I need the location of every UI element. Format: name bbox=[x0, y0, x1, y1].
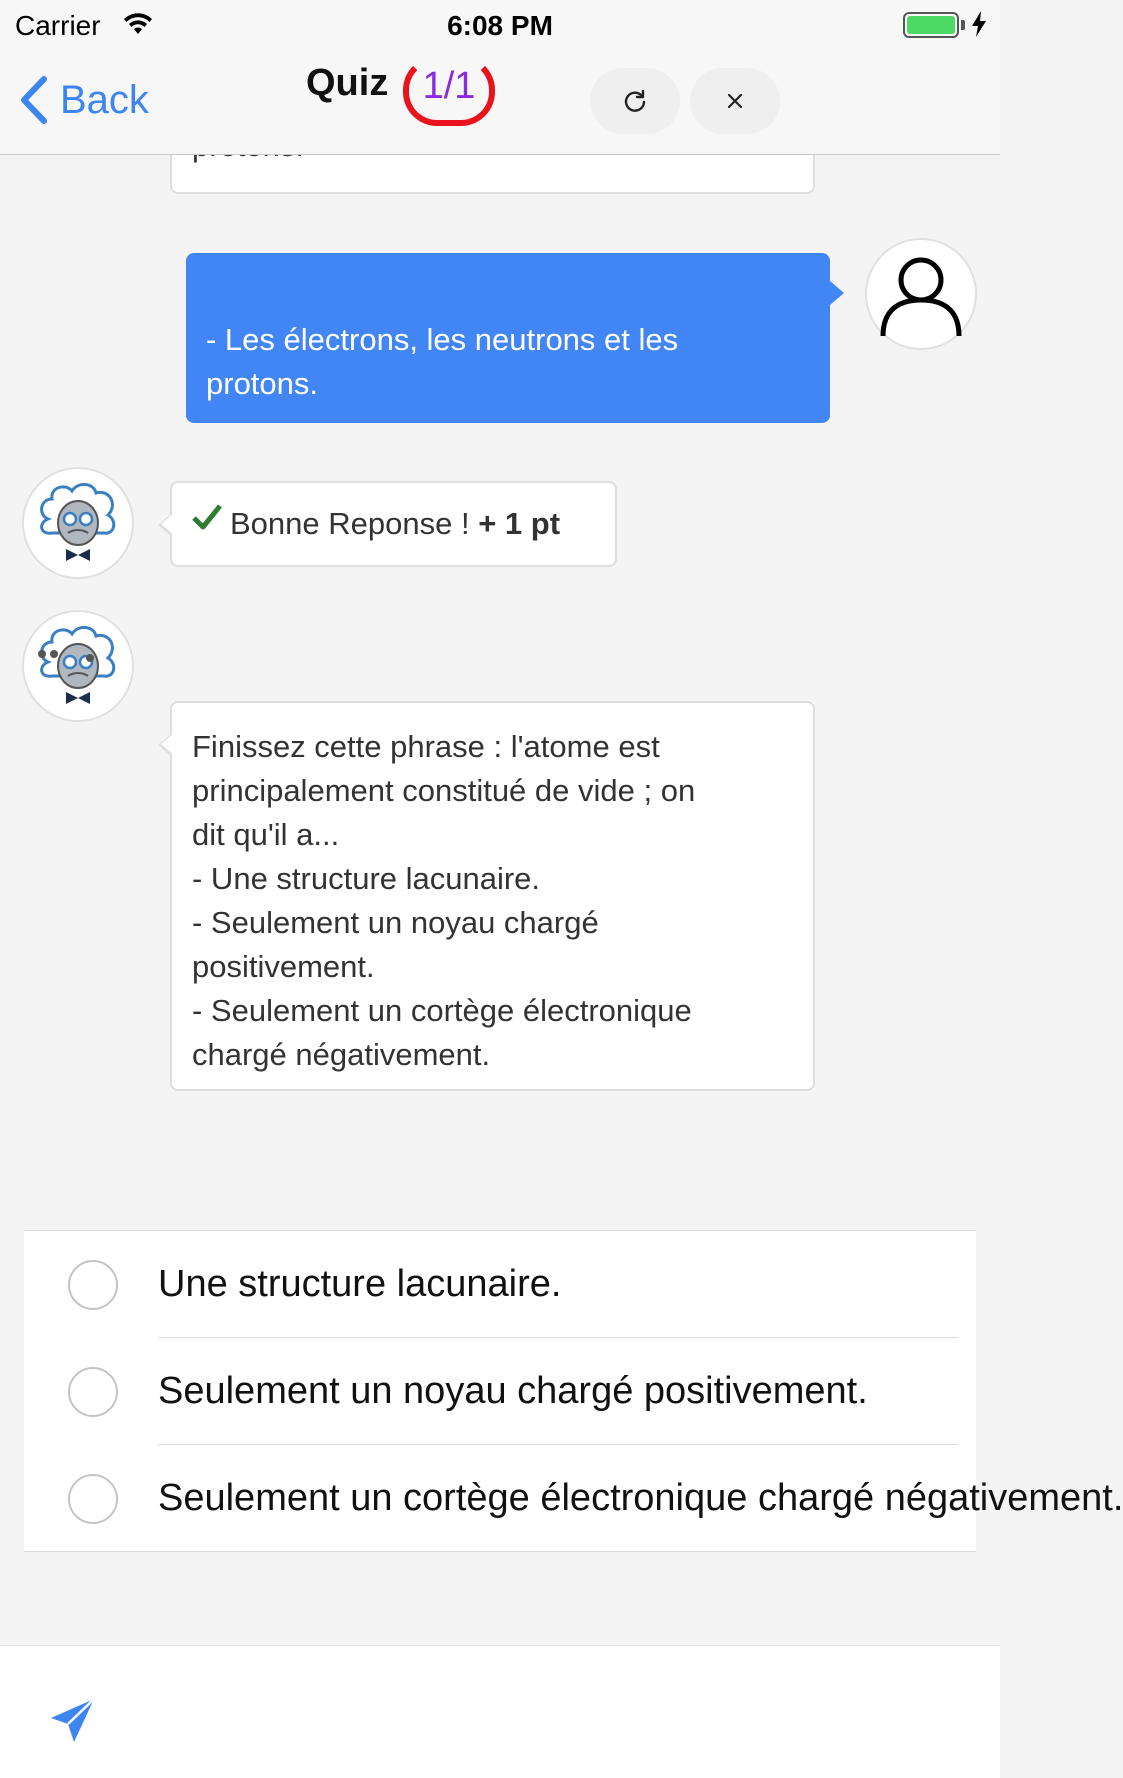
question-line: chargé négativement. bbox=[192, 1037, 491, 1072]
refresh-icon bbox=[622, 88, 648, 114]
battery-tip bbox=[961, 20, 965, 30]
question-line: - Seulement un noyau chargé bbox=[192, 905, 599, 940]
answer-option[interactable] bbox=[24, 1338, 976, 1445]
question-counter-badge bbox=[403, 56, 495, 126]
refresh-button[interactable] bbox=[590, 68, 680, 134]
navigation-bar-foreground bbox=[0, 50, 1000, 155]
page-title: Quiz bbox=[306, 62, 389, 104]
clock: 6:08 PM bbox=[447, 10, 553, 41]
question-line: - Une structure lacunaire. bbox=[192, 861, 541, 896]
answer-option[interactable] bbox=[24, 1231, 976, 1338]
question-counter: 1/1 bbox=[422, 64, 476, 107]
question-line: - Seulement un cortège électronique bbox=[192, 993, 692, 1028]
question-line: positivement. bbox=[192, 949, 375, 984]
send-icon[interactable] bbox=[48, 1696, 98, 1746]
feedback-points: + 1 pt bbox=[478, 506, 561, 541]
question-line: principalement constitué de vide ; on bbox=[192, 773, 696, 808]
scientist-icon bbox=[30, 618, 126, 714]
question-line: Finissez cette phrase : l'atome est bbox=[192, 729, 660, 764]
user-answer-line: - Les électrons, les neutrons et les bbox=[206, 322, 679, 357]
charging-bolt-icon bbox=[970, 10, 988, 38]
bot-avatar bbox=[22, 610, 134, 722]
back-button-overlay[interactable] bbox=[18, 72, 149, 128]
chevron-left-icon bbox=[18, 75, 50, 125]
user-icon bbox=[871, 244, 971, 344]
scientist-icon bbox=[30, 475, 126, 571]
radio-button[interactable] bbox=[68, 1474, 118, 1524]
feedback-bubble bbox=[170, 481, 617, 567]
question-bubble bbox=[170, 701, 815, 1091]
battery-icon bbox=[903, 12, 959, 38]
answer-option-label: Seulement un cortège électronique chargé négativement. bbox=[158, 1477, 1123, 1519]
carrier-label: Carrier bbox=[15, 10, 101, 41]
user-answer-bubble bbox=[186, 253, 830, 423]
question-line: dit qu'il a... bbox=[192, 817, 340, 852]
checkmark-icon bbox=[192, 504, 222, 530]
close-button[interactable] bbox=[690, 68, 780, 134]
back-label: Back bbox=[60, 77, 149, 122]
user-avatar bbox=[865, 238, 977, 350]
status-bar bbox=[0, 0, 1000, 50]
user-answer-line: protons. bbox=[206, 366, 319, 401]
feedback-text: Bonne Reponse ! bbox=[230, 506, 479, 541]
input-bar bbox=[0, 1645, 1000, 1778]
answer-option-label: Seulement un noyau chargé positivement. bbox=[158, 1338, 958, 1445]
close-icon bbox=[722, 88, 748, 114]
battery-level bbox=[907, 16, 955, 34]
answer-option[interactable] bbox=[24, 1445, 1123, 1552]
radio-button[interactable] bbox=[68, 1367, 118, 1417]
answer-options-list bbox=[24, 1230, 1123, 1552]
answer-option-label: Une structure lacunaire. bbox=[158, 1231, 958, 1338]
bot-avatar bbox=[22, 467, 134, 579]
radio-button[interactable] bbox=[68, 1260, 118, 1310]
